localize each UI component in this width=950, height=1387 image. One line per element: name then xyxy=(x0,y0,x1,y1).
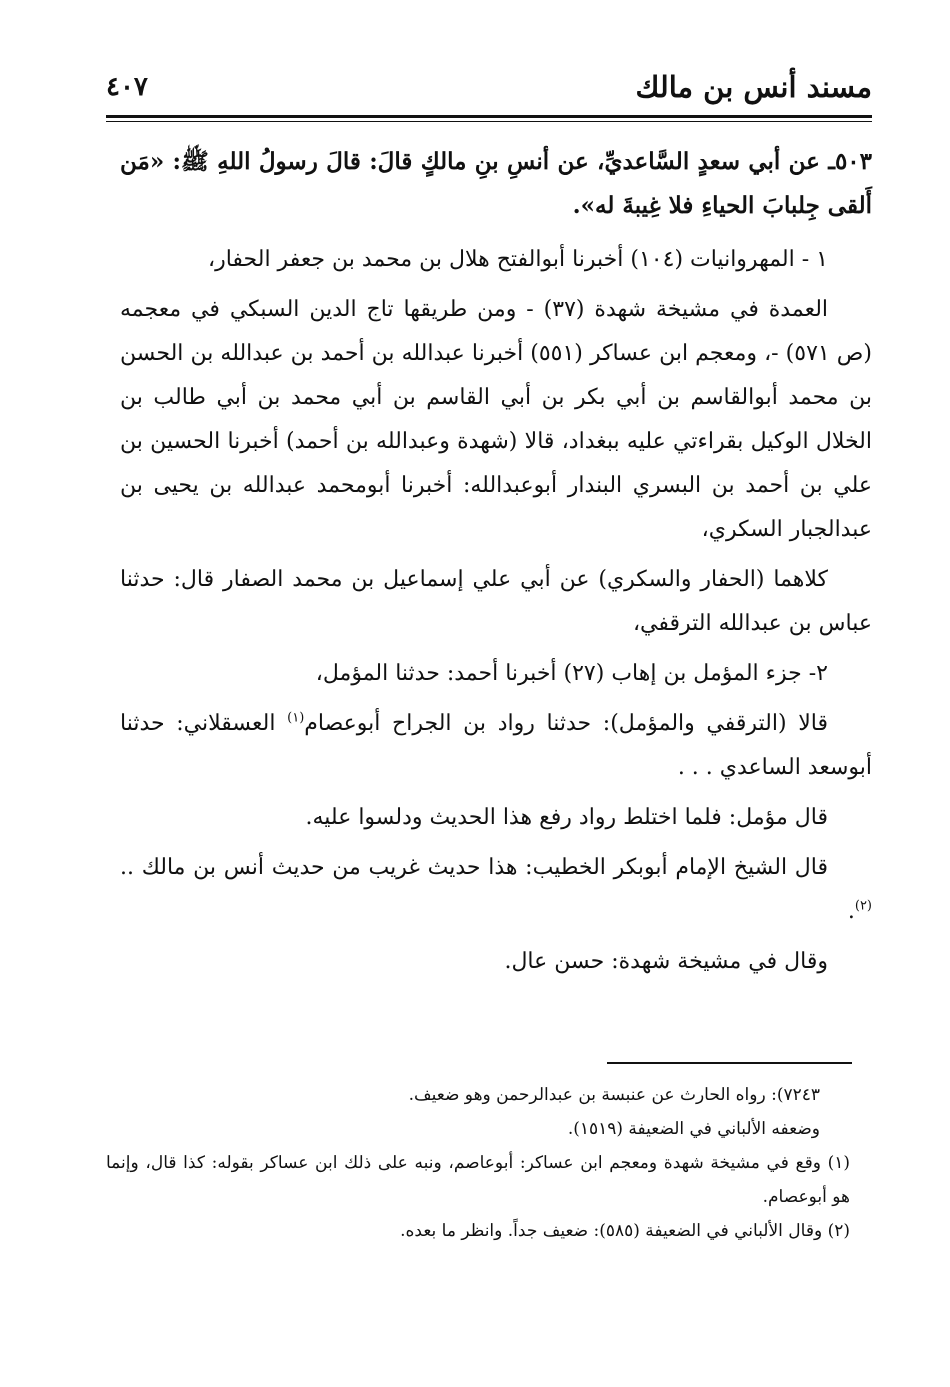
footnote: (٢) وقال الألباني في الضعيفة (٥٨٥): ضعيف جداً. وانظر ما بعده. xyxy=(400,1221,850,1241)
footnote-marker: (٢) xyxy=(854,898,872,914)
footnote: (١) وقع في مشيخة شهدة ومعجم ابن عساكر: أبوعاصم، ونبه على ذلك ابن عساكر بقوله: كذا قال، وإنما هو أبوعصام. xyxy=(106,1153,850,1207)
paragraph: قال مؤمل: فلما اختلط رواد رفع هذا الحديث ودلسوا عليه. xyxy=(305,805,828,830)
page-header xyxy=(106,70,872,120)
header-rule-thick xyxy=(106,115,872,118)
paragraph-text: . xyxy=(847,899,855,924)
paragraph: العمدة في مشيخة شهدة (٣٧) - ومن طريقها تاج الدين السبكي في معجمه (ص ٥٧١) -، ومعجم ابن عساكر (٥٥١) أخبرنا عبدالله بن أحمد بن عبدالله بن الحسن بن محمد أبوالقاسم بن أبي بكر بن أبي القاسم بن أبي محمد بن أبي طالب بن الخلال الوكيل بقراءتي عليه ببغداد، قالا (شهدة وعبدالله بن أحمد) أخبرنا الحسين بن علي بن أحمد بن البسري البندار أبوعبدالله: أخبرنا أبومحمد عبدالله بن يحيى بن عبدالجبار السكري، xyxy=(120,297,872,542)
paragraph-text: العسقلاني: حدثنا أبوسعد الساعدي . . . xyxy=(120,711,872,780)
paragraph-text: قال الشيخ الإمام أبوبكر الخطيب: هذا حديث غريب من حديث أنس بن مالك .. xyxy=(120,855,828,880)
footnote: ٧٢٤٣): رواه الحارث عن عنبسة بن عبدالرحمن وهو ضعيف. xyxy=(408,1085,820,1105)
paragraph xyxy=(120,846,872,934)
paragraph: ١ - المهروانيات (١٠٤) أخبرنا أبوالفتح هلال بن محمد بن جعفر الحفار، xyxy=(207,247,828,272)
paragraph: وقال في مشيخة شهدة: حسن عال. xyxy=(504,949,828,974)
paragraph xyxy=(120,702,872,790)
running-title: مسند أنس بن مالك xyxy=(635,70,872,104)
page-number: ٤٠٧ xyxy=(106,72,148,102)
paragraph: ٢- جزء المؤمل بن إهاب (٢٧) أخبرنا أحمد: حدثنا المؤمل، xyxy=(315,661,828,686)
paragraph-text: قالا (الترقفي والمؤمل): حدثنا رواد بن الجراح أبوعصام xyxy=(304,711,828,736)
header-rule-thin xyxy=(106,121,872,122)
footnote-separator xyxy=(607,1062,852,1064)
footnote-marker: (١) xyxy=(287,710,305,726)
paragraph: كلاهما (الحفار والسكري) عن أبي علي إسماعيل بن محمد الصفار قال: حدثنا عباس بن عبدالله الترقفي، xyxy=(120,567,872,636)
main-text xyxy=(120,140,872,984)
hadith-text: ٥٠٣ـ عن أبي سعدٍ السَّاعديِّ، عن أنسِ بنِ مالكٍ قالَ: قالَ رسولُ اللهِ ﷺ: «مَن أَلقى جِلبابَ الحياءِ فلا غِيبةَ له». xyxy=(120,148,872,219)
footnotes xyxy=(106,1078,850,1248)
footnote: وضعفه الألباني في الضعيفة (١٥١٩). xyxy=(567,1119,820,1139)
